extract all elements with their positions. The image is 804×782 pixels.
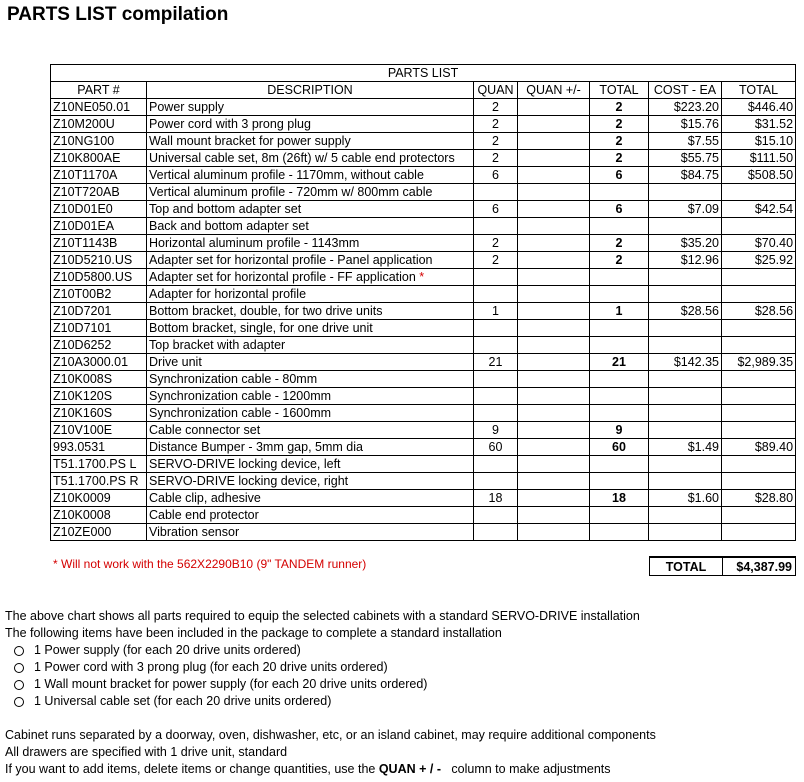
quantity-adjust-cell[interactable] — [518, 167, 590, 184]
cost-each-cell — [649, 422, 722, 439]
part-number-cell: Z10D7101 — [51, 320, 147, 337]
description-text: Horizontal aluminum profile - 1143mm — [149, 235, 360, 250]
quantity-cell: 21 — [474, 354, 518, 371]
option-label: 1 Power cord with 3 prong plug (for each 20 drive units ordered) — [34, 660, 388, 674]
table-row — [51, 473, 796, 490]
quantity-adjust-cell[interactable] — [518, 133, 590, 150]
line-total-cell — [722, 473, 796, 490]
description-text: SERVO-DRIVE locking device, right — [149, 473, 349, 488]
total-quantity-cell: 2 — [590, 235, 649, 252]
table-row — [51, 439, 796, 456]
cost-each-cell: $12.96 — [649, 252, 722, 269]
header-quan: QUAN — [474, 82, 518, 99]
parts-table-body — [51, 99, 796, 541]
quantity-cell — [474, 456, 518, 473]
note-line-adjust — [5, 761, 656, 778]
quantity-adjust-cell[interactable] — [518, 354, 590, 371]
table-row — [51, 405, 796, 422]
description-text: Adapter for horizontal profile — [149, 286, 307, 301]
cost-each-cell: $223.20 — [649, 99, 722, 116]
cost-each-cell: $35.20 — [649, 235, 722, 252]
line-total-cell — [722, 422, 796, 439]
description-text: Vertical aluminum profile - 720mm w/ 800mm cable — [149, 184, 433, 199]
cost-each-cell: $84.75 — [649, 167, 722, 184]
total-quantity-cell — [590, 286, 649, 303]
quantity-cell: 6 — [474, 201, 518, 218]
line-total-cell: $508.50 — [722, 167, 796, 184]
cost-each-cell — [649, 371, 722, 388]
notes-block — [5, 727, 656, 778]
quantity-adjust-cell[interactable] — [518, 269, 590, 286]
total-quantity-cell: 6 — [590, 201, 649, 218]
cost-each-cell — [649, 507, 722, 524]
table-row — [51, 320, 796, 337]
quantity-adjust-cell[interactable] — [518, 218, 590, 235]
header-quan-adjust: QUAN +/- — [518, 82, 590, 99]
line-total-cell — [722, 456, 796, 473]
line-total-cell — [722, 524, 796, 541]
grand-total-label: TOTAL — [650, 557, 723, 576]
total-quantity-cell — [590, 184, 649, 201]
footnote: * Will not work with the 562X2290B10 (9" TANDEM runner) — [53, 557, 367, 571]
description-text: Adapter set for horizontal profile - FF application — [149, 269, 416, 284]
quantity-adjust-cell[interactable] — [518, 201, 590, 218]
cost-each-cell — [649, 405, 722, 422]
line-total-cell: $28.80 — [722, 490, 796, 507]
quantity-adjust-cell[interactable] — [518, 388, 590, 405]
table-row — [51, 269, 796, 286]
line-total-cell — [722, 405, 796, 422]
description-cell — [147, 184, 474, 201]
option-wall-mount-bracket[interactable] — [5, 676, 640, 693]
table-row — [51, 388, 796, 405]
quantity-adjust-cell[interactable] — [518, 116, 590, 133]
line-total-cell: $89.40 — [722, 439, 796, 456]
grand-total-value: $4,387.99 — [723, 557, 796, 576]
description-cell — [147, 303, 474, 320]
table-row — [51, 167, 796, 184]
option-label: 1 Power supply (for each 20 drive units ordered) — [34, 643, 301, 657]
cost-each-cell — [649, 473, 722, 490]
part-number-cell: Z10K160S — [51, 405, 147, 422]
part-number-cell: Z10A3000.01 — [51, 354, 147, 371]
total-quantity-cell: 2 — [590, 133, 649, 150]
note-line-cabinet-runs: Cabinet runs separated by a doorway, oven, dishwasher, etc, or an island cabinet, may require additional components — [5, 728, 656, 742]
quantity-adjust-cell[interactable] — [518, 507, 590, 524]
total-quantity-cell — [590, 405, 649, 422]
quantity-adjust-cell[interactable] — [518, 99, 590, 116]
description-cell — [147, 235, 474, 252]
description-cell — [147, 456, 474, 473]
description-cell — [147, 422, 474, 439]
description-text: SERVO-DRIVE locking device, left — [149, 456, 341, 471]
total-quantity-cell — [590, 320, 649, 337]
line-total-cell — [722, 337, 796, 354]
table-row — [51, 252, 796, 269]
description-cell — [147, 473, 474, 490]
total-quantity-cell — [590, 524, 649, 541]
description-cell — [147, 507, 474, 524]
table-row — [51, 422, 796, 439]
quantity-cell: 2 — [474, 99, 518, 116]
table-row — [51, 456, 796, 473]
radio-icon[interactable] — [14, 697, 24, 707]
cost-each-cell — [649, 337, 722, 354]
table-row — [51, 354, 796, 371]
header-part: PART # — [51, 82, 147, 99]
quantity-cell — [474, 507, 518, 524]
quantity-cell — [474, 388, 518, 405]
description-text: Wall mount bracket for power supply — [149, 133, 351, 148]
cost-each-cell: $28.56 — [649, 303, 722, 320]
line-total-cell: $70.40 — [722, 235, 796, 252]
quantity-adjust-cell[interactable] — [518, 286, 590, 303]
cost-each-cell: $15.76 — [649, 116, 722, 133]
adjust-text-pre: If you want to add items, delete items or change quantities, use the — [5, 762, 379, 776]
description-cell — [147, 439, 474, 456]
part-number-cell: T51.1700.PS L — [51, 456, 147, 473]
description-cell — [147, 167, 474, 184]
line-total-cell: $25.92 — [722, 252, 796, 269]
cost-each-cell: $55.75 — [649, 150, 722, 167]
quantity-adjust-cell[interactable] — [518, 490, 590, 507]
quantity-cell: 18 — [474, 490, 518, 507]
line-total-cell — [722, 371, 796, 388]
quantity-adjust-cell[interactable] — [518, 439, 590, 456]
description-text: Top bracket with adapter — [149, 337, 286, 352]
description-text: Cable connector set — [149, 422, 261, 437]
line-total-cell: $446.40 — [722, 99, 796, 116]
quantity-adjust-cell[interactable] — [518, 405, 590, 422]
quantity-adjust-cell[interactable] — [518, 371, 590, 388]
part-number-cell: Z10M200U — [51, 116, 147, 133]
option-label: 1 Wall mount bracket for power supply (for each 20 drive units ordered) — [34, 677, 428, 691]
part-number-cell: Z10T720AB — [51, 184, 147, 201]
part-number-cell: Z10ZE000 — [51, 524, 147, 541]
line-total-cell — [722, 269, 796, 286]
cost-each-cell: $1.60 — [649, 490, 722, 507]
quantity-cell: 9 — [474, 422, 518, 439]
header-cost-each: COST - EA — [649, 82, 722, 99]
part-number-cell: Z10D5210.US — [51, 252, 147, 269]
description-cell — [147, 99, 474, 116]
total-quantity-cell — [590, 371, 649, 388]
line-total-cell: $15.10 — [722, 133, 796, 150]
header-total: TOTAL — [590, 82, 649, 99]
description-text: Drive unit — [149, 354, 202, 369]
option-power-supply[interactable] — [5, 642, 640, 659]
total-quantity-cell: 2 — [590, 116, 649, 133]
description-cell — [147, 133, 474, 150]
quantity-adjust-cell[interactable] — [518, 252, 590, 269]
total-quantity-cell — [590, 337, 649, 354]
part-number-cell: 993.0531 — [51, 439, 147, 456]
line-total-cell — [722, 388, 796, 405]
quantity-cell — [474, 184, 518, 201]
table-caption: PARTS LIST — [51, 65, 796, 82]
quantity-adjust-cell[interactable] — [518, 524, 590, 541]
cost-each-cell — [649, 320, 722, 337]
part-number-cell: Z10T1143B — [51, 235, 147, 252]
quantity-cell — [474, 218, 518, 235]
description-text: Synchronization cable - 1600mm — [149, 405, 332, 420]
quantity-adjust-cell[interactable] — [518, 150, 590, 167]
description-text: Bottom bracket, double, for two drive units — [149, 303, 383, 318]
description-cell — [147, 354, 474, 371]
part-number-cell: Z10NG100 — [51, 133, 147, 150]
line-total-cell: $111.50 — [722, 150, 796, 167]
table-row — [51, 524, 796, 541]
part-number-cell: Z10K0009 — [51, 490, 147, 507]
description-text: Synchronization cable - 80mm — [149, 371, 318, 386]
total-quantity-cell: 1 — [590, 303, 649, 320]
line-total-cell: $31.52 — [722, 116, 796, 133]
table-row — [51, 371, 796, 388]
option-power-cord[interactable] — [5, 659, 640, 676]
table-row — [51, 99, 796, 116]
description-cell — [147, 150, 474, 167]
quantity-cell: 2 — [474, 150, 518, 167]
description-text: Power cord with 3 prong plug — [149, 116, 311, 131]
info-line-1: The above chart shows all parts required to equip the selected cabinets with a standard SERVO-DRIVE installation — [5, 609, 640, 623]
table-row — [51, 337, 796, 354]
cost-each-cell — [649, 269, 722, 286]
quantity-cell — [474, 524, 518, 541]
part-number-cell: Z10V100E — [51, 422, 147, 439]
radio-icon[interactable] — [14, 680, 24, 690]
radio-icon[interactable] — [14, 646, 24, 656]
quantity-cell: 2 — [474, 133, 518, 150]
total-quantity-cell: 2 — [590, 99, 649, 116]
total-quantity-cell — [590, 269, 649, 286]
total-quantity-cell — [590, 456, 649, 473]
description-cell — [147, 201, 474, 218]
cost-each-cell — [649, 218, 722, 235]
line-total-cell — [722, 507, 796, 524]
description-text: Cable end protector — [149, 507, 259, 522]
description-cell — [147, 490, 474, 507]
parts-list-table — [50, 64, 796, 541]
line-total-cell: $42.54 — [722, 201, 796, 218]
quantity-cell: 2 — [474, 252, 518, 269]
quantity-cell: 1 — [474, 303, 518, 320]
description-text: Top and bottom adapter set — [149, 201, 302, 216]
description-text: Vibration sensor — [149, 524, 240, 539]
description-cell — [147, 337, 474, 354]
table-row — [51, 218, 796, 235]
total-quantity-cell — [590, 473, 649, 490]
quantity-adjust-cell[interactable] — [518, 303, 590, 320]
description-text: Bottom bracket, single, for one drive unit — [149, 320, 373, 335]
total-quantity-cell: 21 — [590, 354, 649, 371]
table-row — [51, 507, 796, 524]
part-number-cell: Z10D01E0 — [51, 201, 147, 218]
total-quantity-cell: 60 — [590, 439, 649, 456]
page-title: PARTS LIST compilation — [7, 4, 229, 25]
quantity-adjust-cell[interactable] — [518, 456, 590, 473]
quantity-cell — [474, 473, 518, 490]
part-number-cell: Z10K800AE — [51, 150, 147, 167]
part-number-cell: T51.1700.PS R — [51, 473, 147, 490]
note-line-drawers: All drawers are specified with 1 drive unit, standard — [5, 745, 288, 759]
cost-each-cell — [649, 456, 722, 473]
cost-each-cell: $7.09 — [649, 201, 722, 218]
total-quantity-cell: 2 — [590, 150, 649, 167]
table-row — [51, 303, 796, 320]
total-quantity-cell — [590, 218, 649, 235]
cost-each-cell: $1.49 — [649, 439, 722, 456]
part-number-cell: Z10D01EA — [51, 218, 147, 235]
part-number-cell: Z10T1170A — [51, 167, 147, 184]
part-number-cell: Z10NE050.01 — [51, 99, 147, 116]
header-line-total: TOTAL — [722, 82, 796, 99]
cost-each-cell: $7.55 — [649, 133, 722, 150]
part-number-cell: Z10D6252 — [51, 337, 147, 354]
grand-total — [649, 556, 796, 576]
quantity-cell — [474, 286, 518, 303]
total-quantity-cell: 2 — [590, 252, 649, 269]
line-total-cell — [722, 286, 796, 303]
option-label: 1 Universal cable set (for each 20 drive units ordered) — [34, 694, 332, 708]
description-text: Universal cable set, 8m (26ft) w/ 5 cable end protectors — [149, 150, 455, 165]
table-row — [51, 133, 796, 150]
table-row — [51, 201, 796, 218]
info-line-2: The following items have been included in the package to complete a standard installation — [5, 626, 502, 640]
description-cell — [147, 388, 474, 405]
quantity-cell — [474, 337, 518, 354]
table-row — [51, 116, 796, 133]
description-text: Synchronization cable - 1200mm — [149, 388, 332, 403]
cost-each-cell — [649, 286, 722, 303]
quantity-cell: 2 — [474, 116, 518, 133]
part-number-cell: Z10K0008 — [51, 507, 147, 524]
description-cell — [147, 405, 474, 422]
description-cell — [147, 269, 474, 286]
description-text: Vertical aluminum profile - 1170mm, without cable — [149, 167, 424, 182]
description-text: Cable clip, adhesive — [149, 490, 261, 505]
table-row — [51, 490, 796, 507]
radio-icon[interactable] — [14, 663, 24, 673]
part-number-cell: Z10K120S — [51, 388, 147, 405]
adjust-column-name: QUAN + / - — [378, 762, 441, 776]
quantity-adjust-cell[interactable] — [518, 235, 590, 252]
total-quantity-cell: 18 — [590, 490, 649, 507]
line-total-cell: $28.56 — [722, 303, 796, 320]
total-quantity-cell: 6 — [590, 167, 649, 184]
total-quantity-cell: 9 — [590, 422, 649, 439]
description-cell — [147, 320, 474, 337]
description-cell — [147, 218, 474, 235]
part-number-cell: Z10T00B2 — [51, 286, 147, 303]
table-row — [51, 184, 796, 201]
quantity-cell — [474, 269, 518, 286]
asterisk-mark: * — [419, 269, 425, 284]
quantity-cell: 60 — [474, 439, 518, 456]
cost-each-cell: $142.35 — [649, 354, 722, 371]
quantity-adjust-cell[interactable] — [518, 473, 590, 490]
adjust-text-post: column to make adjustments — [441, 762, 611, 776]
option-universal-cable-set[interactable] — [5, 693, 640, 710]
header-description: DESCRIPTION — [147, 82, 474, 99]
description-cell — [147, 524, 474, 541]
quantity-adjust-cell[interactable] — [518, 422, 590, 439]
quantity-cell — [474, 405, 518, 422]
description-text: Power supply — [149, 99, 225, 114]
table-row — [51, 235, 796, 252]
part-number-cell: Z10D5800.US — [51, 269, 147, 286]
quantity-adjust-cell[interactable] — [518, 184, 590, 201]
quantity-cell: 6 — [474, 167, 518, 184]
quantity-cell — [474, 371, 518, 388]
line-total-cell — [722, 218, 796, 235]
part-number-cell: Z10K008S — [51, 371, 147, 388]
description-text: Back and bottom adapter set — [149, 218, 309, 233]
line-total-cell — [722, 184, 796, 201]
description-cell — [147, 286, 474, 303]
description-text: Distance Bumper - 3mm gap, 5mm dia — [149, 439, 363, 454]
quantity-adjust-cell[interactable] — [518, 337, 590, 354]
description-cell — [147, 252, 474, 269]
quantity-cell: 2 — [474, 235, 518, 252]
quantity-adjust-cell[interactable] — [518, 320, 590, 337]
quantity-cell — [474, 320, 518, 337]
line-total-cell: $2,989.35 — [722, 354, 796, 371]
table-row — [51, 150, 796, 167]
description-cell — [147, 116, 474, 133]
cost-each-cell — [649, 524, 722, 541]
info-block — [5, 608, 640, 710]
description-cell — [147, 371, 474, 388]
part-number-cell: Z10D7201 — [51, 303, 147, 320]
table-row — [51, 286, 796, 303]
line-total-cell — [722, 320, 796, 337]
total-quantity-cell — [590, 388, 649, 405]
total-quantity-cell — [590, 507, 649, 524]
description-text: Adapter set for horizontal profile - Panel application — [149, 252, 433, 267]
cost-each-cell — [649, 184, 722, 201]
cost-each-cell — [649, 388, 722, 405]
